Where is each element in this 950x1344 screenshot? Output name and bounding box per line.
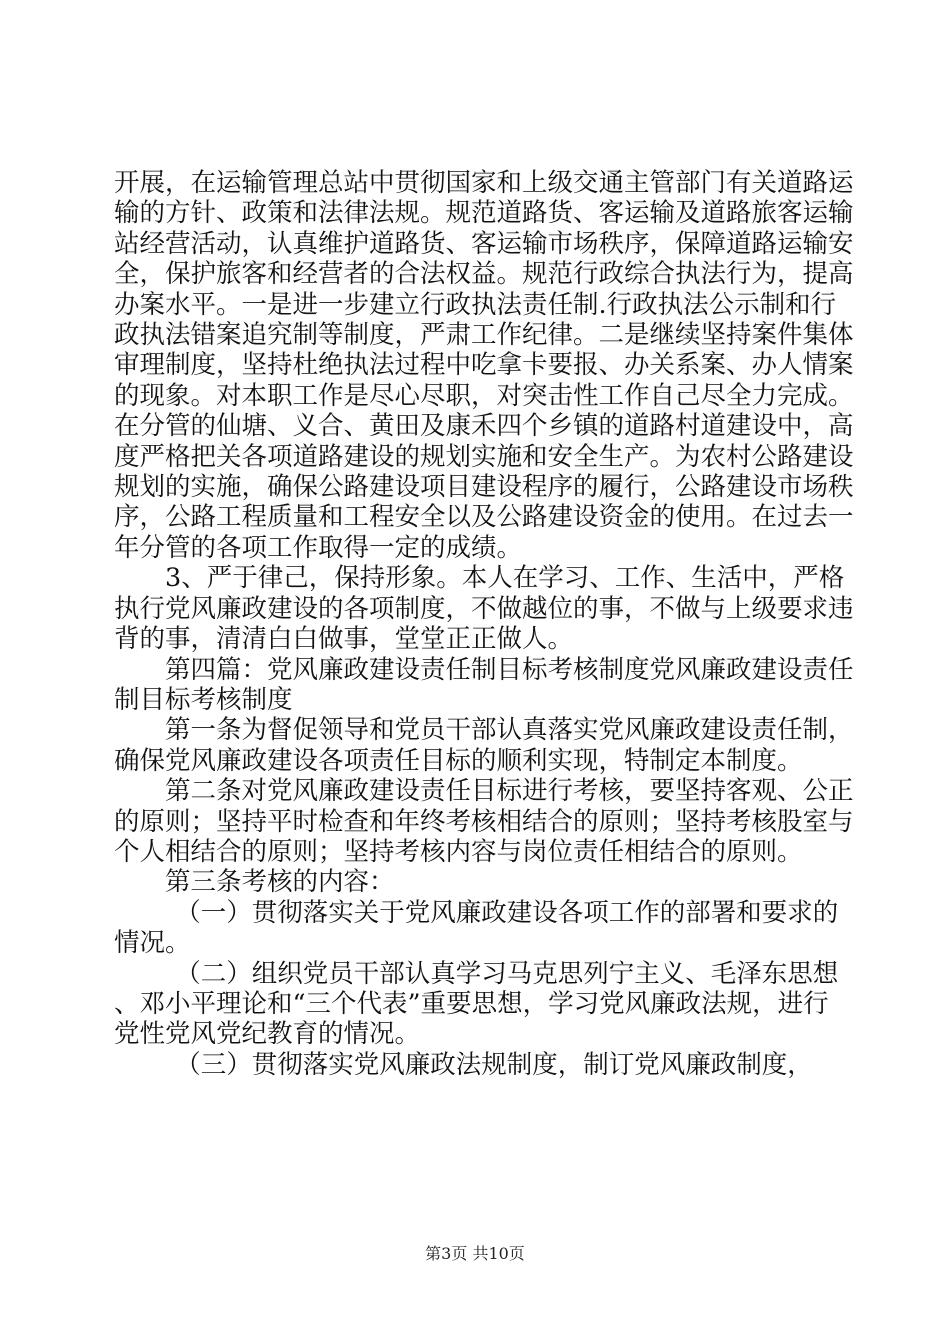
article-three-item-one: （一）贯彻落实关于党风廉政建设各项工作的部署和要求的情况。 — [114, 897, 839, 959]
paragraph-transport-management: 开展，在运输管理总站中贯彻国家和上级交通主管部门有关道路运输的方针、政策和法律法规。规范道路货、客运输及道路旅客运输站经营活动，认真维护道路货、客运输市场秩序，保障道路运输安全，保护旅客和经营者的合法权益。规范行政综合执法行为，提高办案水平。一是进一步建立行政执法责任制.行政执法公示制和行政执法错案追究制等制度，严肃工作纪律。二是继续坚持案件集体审理制度，坚持杜绝执法过程中吃拿卡要报、办关系案、办人情案的现象。对本职工作是尽心尽职，对突击性工作自己尽全力完成。在分管的仙塘、义合、黄田及康禾四个乡镇的道路村道建设中，高度严格把关各项道路建设的规划实施和安全生产。为农村公路建设规划的实施，确保公路建设项目建设程序的履行，公路建设市场秩序，公路工程质量和工程安全以及公路建设资金的使用。在过去一年分管的各项工作取得一定的成绩。 — [114, 168, 854, 563]
article-one: 第一条为督促领导和党员干部认真落实党风廉政建设责任制，确保党风廉政建设各项责任目标的顺利实现，特制定本制度。 — [114, 715, 854, 776]
article-three: 第三条考核的内容： — [165, 867, 395, 898]
section-heading-part-four: 第四篇：党风廉政建设责任制目标考核制度党风廉政建设责任制目标考核制度 — [114, 654, 854, 715]
article-three-item-two: （二）组织党员干部认真学习马克思列宁主义、毛泽东思想、邓小平理论和“三个代表”重要思想，学习党风廉政法规，进行党性党风党纪教育的情况。 — [114, 958, 839, 1050]
document-body — [114, 168, 854, 1080]
article-three-item-three: （三）贯彻落实党风廉政法规制度，制订党风廉政制度， — [175, 1049, 813, 1080]
page-footer: 第3页 共10页 — [425, 1244, 525, 1263]
paragraph-self-discipline: 3、严于律己，保持形象。本人在学习、工作、生活中，严格执行党风廉政建设的各项制度，不做越位的事，不做与上级要求违背的事，清清白白做事，堂堂正正做人。 — [114, 563, 854, 655]
article-two: 第二条对党风廉政建设责任目标进行考核，要坚持客观、公正的原则；坚持平时检查和年终考核相结合的原则；坚持考核股室与个人相结合的原则；坚持考核内容与岗位责任相结合的原则。 — [114, 776, 854, 867]
